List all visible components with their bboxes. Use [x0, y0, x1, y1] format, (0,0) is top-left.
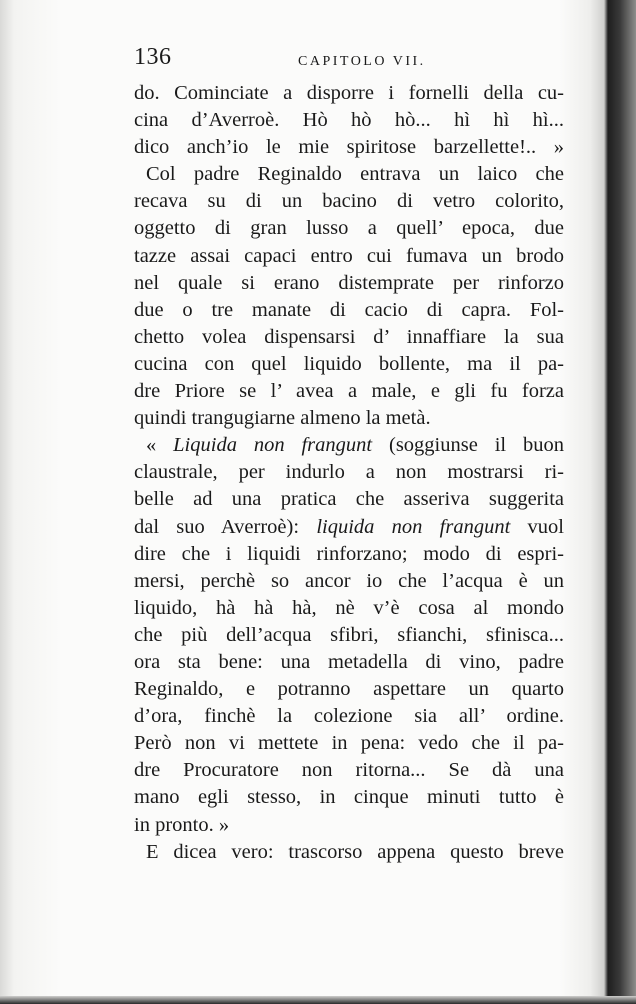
text-line — [134, 622, 564, 649]
text-segment: recava su di un bacino di vetro colorito, — [134, 190, 564, 213]
text-segment: cina d’Averroè. Hò hò hò... hì hì hì... — [134, 109, 564, 132]
text-line — [134, 676, 564, 703]
text-segment: dre Procuratore non ritorna... Se dà una — [134, 759, 564, 782]
text-segment: belle ad una pratica che asseriva suggerita — [134, 488, 564, 511]
text-line — [134, 595, 564, 622]
text-segment: che più dell’acqua sfibri, sfianchi, sfinisca... — [134, 623, 564, 646]
text-segment: ora sta bene: una metadella di vino, padre — [134, 650, 564, 673]
text-segment: mersi, perchè so ancor io che l’acqua è un — [134, 569, 564, 592]
text-segment: tazze assai capaci entro cui fumava un brodo — [134, 244, 564, 267]
text-line — [134, 134, 564, 161]
text-segment: do. Cominciate a disporre i fornelli della cu- — [134, 82, 564, 104]
text-line — [134, 161, 564, 188]
text-line — [134, 215, 564, 242]
body-text — [134, 80, 564, 866]
italic-text: liquida non frangunt — [316, 515, 511, 538]
text-segment: liquido, hà hà hà, nè v’è cosa al mondo — [134, 596, 564, 619]
text-segment: vuol — [510, 515, 564, 538]
text-line — [134, 432, 564, 459]
text-line — [134, 703, 564, 730]
text-line — [134, 730, 564, 757]
text-segment: claustrale, per indurlo a non mostrarsi ri- — [134, 461, 564, 484]
text-line — [134, 649, 564, 676]
text-segment: quindi trangugiarne almeno la metà. — [134, 407, 431, 430]
text-line — [134, 784, 564, 811]
text-segment: Col padre Reginaldo entrava un laico che — [146, 163, 564, 186]
text-line — [134, 541, 564, 568]
text-segment: Reginaldo, e potranno aspettare un quarto — [134, 678, 564, 701]
text-line — [134, 514, 564, 541]
page-edge — [0, 996, 636, 1004]
text-line — [134, 405, 564, 432]
text-segment: dico anch’io le mie spiritose barzellette!.. » — [134, 136, 564, 159]
text-segment: Però non vi mettete in pena: vedo che il pa- — [134, 732, 564, 755]
text-line — [134, 812, 564, 839]
running-head: CAPITOLO VII. — [298, 54, 426, 69]
text-line — [134, 243, 564, 270]
text-line — [134, 188, 564, 215]
text-line — [134, 757, 564, 784]
text-segment: chetto volea dispensarsi d’ innaffiare la sua — [134, 325, 564, 348]
text-line — [134, 568, 564, 595]
text-segment: dal suo Averroè): — [134, 515, 317, 538]
text-segment: (soggiunse il buon — [372, 434, 565, 457]
text-line — [134, 80, 564, 107]
text-line — [134, 324, 564, 351]
text-segment: E dicea vero: trascorso appena questo breve — [146, 840, 564, 863]
text-line — [134, 459, 564, 486]
text-line — [134, 378, 564, 405]
text-segment: dre Priore se l’ avea a male, e gli fu forza — [134, 380, 564, 403]
page-header — [134, 44, 562, 74]
text-segment: cucina con quel liquido bollente, ma il pa- — [134, 352, 564, 375]
text-line — [134, 486, 564, 513]
text-line — [134, 270, 564, 297]
text-line — [134, 107, 564, 134]
italic-text: Liquida non frangunt — [173, 434, 373, 457]
text-segment: mano egli stesso, in cinque minuti tutto è — [134, 786, 564, 809]
page-number: 136 — [134, 44, 172, 70]
text-segment: d’ora, finchè la colezione sia all’ ordine. — [134, 705, 564, 728]
text-segment: dire che i liquidi rinforzano; modo di espri- — [134, 542, 564, 565]
text-line — [134, 351, 564, 378]
text-segment: in pronto. » — [134, 813, 230, 836]
text-segment: oggetto di gran lusso a quell’ epoca, due — [134, 217, 564, 240]
text-line — [134, 839, 564, 866]
text-line — [134, 297, 564, 324]
text-segment: « — [146, 434, 174, 457]
text-segment: due o tre manate di cacio di capra. Fol- — [134, 298, 564, 321]
text-segment: nel quale si erano distemprate per rinforzo — [134, 271, 564, 294]
